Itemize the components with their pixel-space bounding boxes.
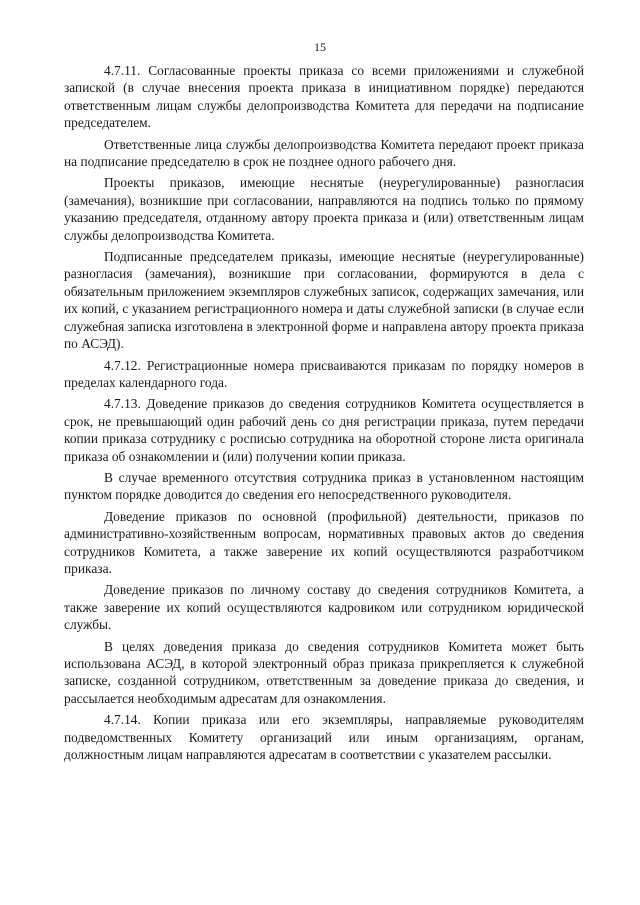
document-body bbox=[64, 62, 584, 767]
paragraph-4-7-11: 4.7.11. Согласованные проекты приказа со всеми приложениями и служебной запиской (в случае внесения проекта приказа в инициативном порядке) передаются ответственным лицам службы делопроизводства Комитета для передачи на подписание председателем. bbox=[64, 63, 584, 131]
paragraph-temporary-absence: В случае временного отсутствия сотрудника приказ в установленном настоящим пунктом порядке доводится до сведения его непосредственного руководителя. bbox=[64, 469, 584, 503]
paragraph-unresolved-drafts: Проекты приказов, имеющие неснятые (неурегулированные) разногласия (замечания), возникшие при согласовании, направляются на подпись только по прямому указанию председателя, отданному автору проекта приказа и (или) ответственным лицам службы делопроизводства Комитета. bbox=[64, 175, 584, 243]
paragraph-signed-orders: Подписанные председателем приказы, имеющие неснятые (неурегулированные) разногласия (замечания), возникшие при согласовании, формируются в дела с обязательным приложением экземпляров служебных записок, содержащих замечания, или их копий, с указанием регистрационного номера и даты служебной записки (в случае если служебная записка изготовлена в электронной форме и направлена автору проекта приказа по АСЭД). bbox=[64, 249, 584, 352]
paragraph-4-7-13: 4.7.13. Доведение приказов до сведения сотрудников Комитета осуществляется в срок, не превышающий один рабочий день со дня регистрации приказа, путем передачи копии приказа сотруднику с росписью сотрудника на оборотной стороне листа оригинала приказа об ознакомлении и (или) получении копии приказа. bbox=[64, 396, 584, 464]
page-number: 15 bbox=[314, 40, 326, 54]
paragraph-4-7-12: 4.7.12. Регистрационные номера присваиваются приказам по порядку номеров в пределах календарного года. bbox=[64, 357, 584, 390]
paragraph-4-7-14: 4.7.14. Копии приказа или его экземпляры, направляемые руководителям подведомственных Комитету организаций или иным организациям, органам, должностным лицам направляются адресатам в соответствии с указателем рассылки. bbox=[64, 712, 584, 763]
paragraph-ased-usage: В целях доведения приказа до сведения сотрудников Комитета может быть использована АСЭД, в которой электронный образ приказа прикрепляется к служебной записке, созданной сотрудником, ответственным за доведение приказа до сведения, и рассылается необходимым адресатам для ознакомления. bbox=[64, 638, 584, 706]
paragraph-responsible-persons: Ответственные лица службы делопроизводства Комитета передают проект приказа на подписание председателю в срок не позднее одного рабочего дня. bbox=[64, 136, 584, 170]
paragraph-personnel-orders: Доведение приказов по личному составу до сведения сотрудников Комитета, а также заверение их копий осуществляются кадровиком или сотрудником юридической службы. bbox=[64, 582, 584, 633]
paragraph-core-activity-orders: Доведение приказов по основной (профильной) деятельности, приказов по административно-хозяйственным вопросам, нормативных правовых актов до сведения сотрудников Комитета, а также заверение их копий осуществляются разработчиком приказа. bbox=[64, 508, 584, 576]
